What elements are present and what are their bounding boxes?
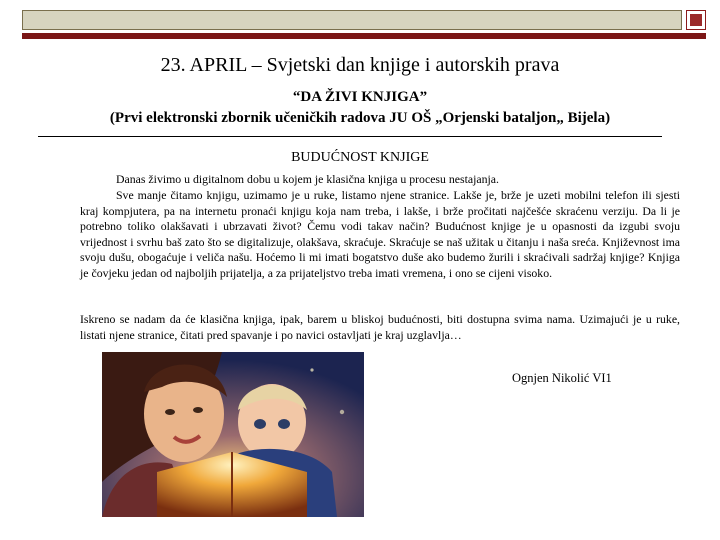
slide-subtitle-source: (Prvi elektronski zbornik učeničkih radova JU OŠ „Orjenski bataljon„ Bijela) bbox=[109, 110, 611, 126]
slide-subtitle: “DA ŽIVI KNJIGA” bbox=[292, 89, 428, 105]
mother-child-reading-photo bbox=[102, 352, 364, 517]
article-paragraph-2: Sve manje čitamo knjigu, uzimamo je u ruke, listamo njene stranice. Lakše je, brže je uzeti mobilni telefon ili sjesti kraj kompjutera, pa na internetu pronaći knjigu koja nam treba, i lakše, i brže pročitati najčešće skraćenu verziju. Da li je potrebno toliko olakšavati i ubrzavati život? Čemu vodi takav način? Budućnost knjige je u opasnosti da izgubi svoju vrijednost i svrhu baš zato što se digitalizuje, olakšava, skraćuje. Skraćuje se naš užitak u čitanju i naša sreća. Književnost ima svoju dušu, obogaćuje i veliča našu. Hoćemo li mi imati bogatstvo duše ako budemo žurili i skraćivali sadržaj knjige? Knjiga je čovjeku jedan od najboljih prijatelja, a za prijateljstvo treba imati vremena, i ono se cijeni visoko. bbox=[80, 188, 680, 280]
decorative-dark-line bbox=[22, 33, 706, 39]
horizontal-rule bbox=[38, 136, 662, 137]
slide-title: 23. APRIL – Svjetski dan knjige i autorskih prava bbox=[160, 54, 560, 76]
article-paragraph-3: Iskreno se nadam da će klasična knjiga, ipak, barem u bliskoj budućnosti, biti dostupna svima nama. Uzimajući je u ruke, listati njene stranice, čitati pred spavanje i po navici ostavljati je kraj uzglavlja… bbox=[80, 312, 680, 342]
author-signature: Ognjen Nikolić VI1 bbox=[512, 371, 612, 385]
article-title: BUDUĆNOST KNJIGE bbox=[291, 150, 429, 165]
decorative-square bbox=[686, 10, 706, 30]
article-paragraph-1: Danas živimo u digitalnom dobu u kojem je klasična knjiga u procesu nestajanja. bbox=[116, 172, 499, 186]
decorative-top-bar bbox=[22, 10, 682, 30]
